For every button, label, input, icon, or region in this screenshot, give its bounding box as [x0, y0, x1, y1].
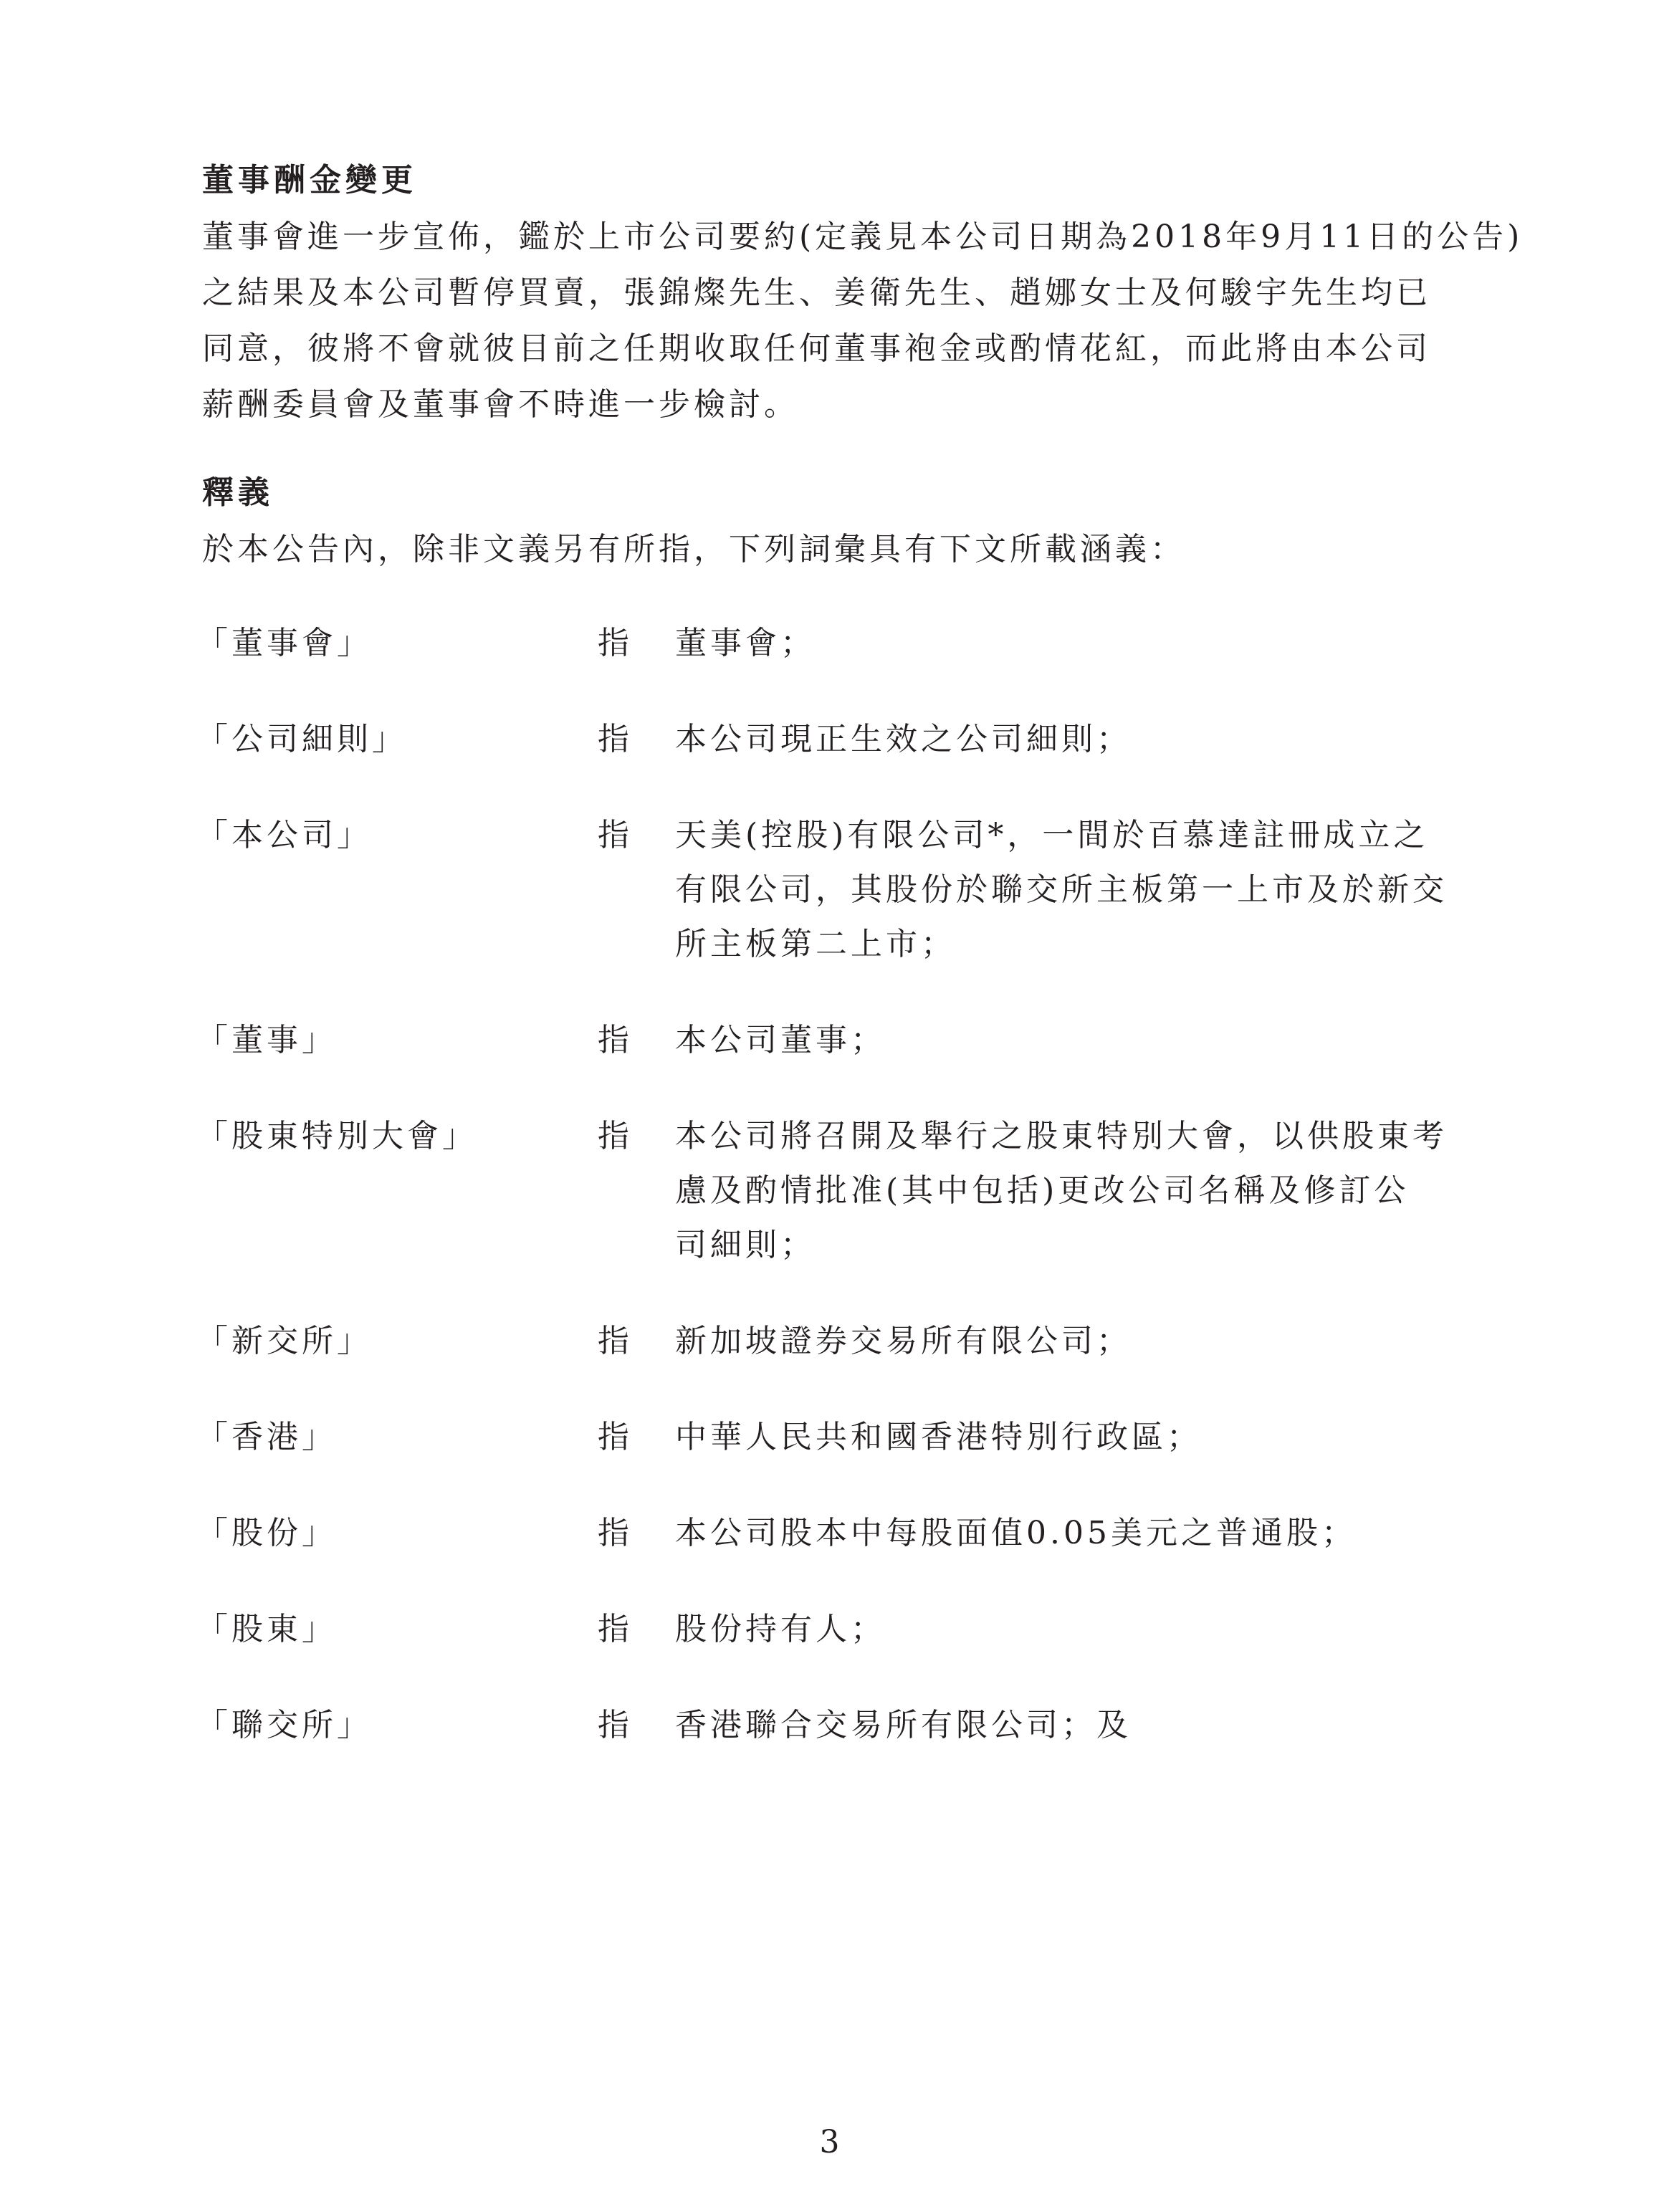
definition-term: 「董事會」	[196, 625, 372, 661]
definition-row	[196, 1506, 1478, 1561]
definition-line: 有限公司，其股份於聯交所主板第一上市及於新交	[675, 871, 1448, 908]
definition-row	[196, 1410, 1478, 1465]
definition-row	[196, 712, 1478, 767]
definition-term: 「香港」	[196, 1419, 337, 1455]
definition-line: 司細則；	[675, 1227, 816, 1263]
definition-text	[675, 1506, 1463, 1561]
definition-line: 本公司將召開及舉行之股東特別大會，以供股東考	[675, 1118, 1448, 1154]
definition-line: 股份持有人；	[675, 1611, 886, 1647]
section-heading-remuneration: 董事酬金變更	[202, 162, 417, 198]
remuneration-paragraph	[202, 209, 1524, 433]
definition-text	[675, 1314, 1463, 1369]
definition-text	[675, 1013, 1463, 1068]
definition-line: 慮及酌情批准(其中包括)更改公司名稱及修訂公	[675, 1172, 1410, 1209]
definition-term: 「新交所」	[196, 1323, 372, 1359]
definition-term: 「股份」	[196, 1515, 337, 1551]
definition-means-label: 指	[598, 1515, 633, 1551]
section-heading-definitions: 釋義	[202, 474, 274, 511]
definition-term: 「股東」	[196, 1611, 337, 1647]
definition-row	[196, 1013, 1478, 1068]
definition-line: 所主板第二上市；	[675, 926, 956, 962]
definition-term: 「公司細則」	[196, 721, 407, 757]
definition-text	[675, 808, 1463, 972]
definition-line: 天美(控股)有限公司*，一間於百慕達註冊成立之	[675, 817, 1429, 853]
paragraph-line: 董事會進一步宣佈，鑑於上市公司要約(定義見本公司日期為2018年9月11日的公告)	[202, 219, 1524, 255]
definition-term: 「董事」	[196, 1022, 337, 1058]
definition-means-label: 指	[598, 721, 633, 757]
definition-row	[196, 808, 1478, 972]
paragraph-line: 薪酬委員會及董事會不時進一步檢討。	[202, 386, 799, 423]
definition-row	[196, 1314, 1478, 1369]
definition-line: 中華人民共和國香港特別行政區；	[675, 1419, 1202, 1455]
definition-means-label: 指	[598, 625, 633, 661]
page-number: 3	[819, 2124, 840, 2160]
definition-line: 本公司股本中每股面值0.05美元之普通股；	[675, 1515, 1357, 1551]
definition-line: 香港聯合交易所有限公司；及	[675, 1707, 1132, 1743]
definition-means-label: 指	[598, 1611, 633, 1647]
definition-means-label: 指	[598, 1707, 633, 1743]
definition-row	[196, 1602, 1478, 1657]
definition-row	[196, 616, 1478, 671]
definition-means-label: 指	[598, 1118, 633, 1154]
definition-text	[675, 1602, 1463, 1657]
definition-means-label: 指	[598, 817, 633, 853]
definition-text	[675, 616, 1463, 671]
definition-means-label: 指	[598, 1419, 633, 1455]
definitions-intro: 於本公告內，除非文義另有所指，下列詞彙具有下文所載涵義：	[202, 531, 1185, 568]
definition-line: 新加坡證券交易所有限公司；	[675, 1323, 1132, 1359]
definition-text	[675, 1698, 1463, 1753]
definition-text	[675, 1109, 1463, 1273]
definition-line: 本公司董事；	[675, 1022, 886, 1058]
paragraph-line: 之結果及本公司暫停買賣，張錦燦先生、姜衛先生、趙娜女士及何駿宇先生均已	[202, 274, 1431, 311]
definition-line: 本公司現正生效之公司細則；	[675, 721, 1132, 757]
definition-means-label: 指	[598, 1022, 633, 1058]
definition-means-label: 指	[598, 1323, 633, 1359]
definition-line: 董事會；	[675, 625, 816, 661]
definitions-list	[196, 616, 1478, 1753]
definition-term: 「聯交所」	[196, 1707, 372, 1743]
definition-term: 「本公司」	[196, 817, 372, 853]
paragraph-line: 同意，彼將不會就彼目前之任期收取任何董事袍金或酌情花紅，而此將由本公司	[202, 330, 1431, 367]
definition-text	[675, 1410, 1463, 1465]
definition-term: 「股東特別大會」	[196, 1118, 477, 1154]
definition-row	[196, 1698, 1478, 1753]
definition-row	[196, 1109, 1478, 1273]
definition-text	[675, 712, 1463, 767]
